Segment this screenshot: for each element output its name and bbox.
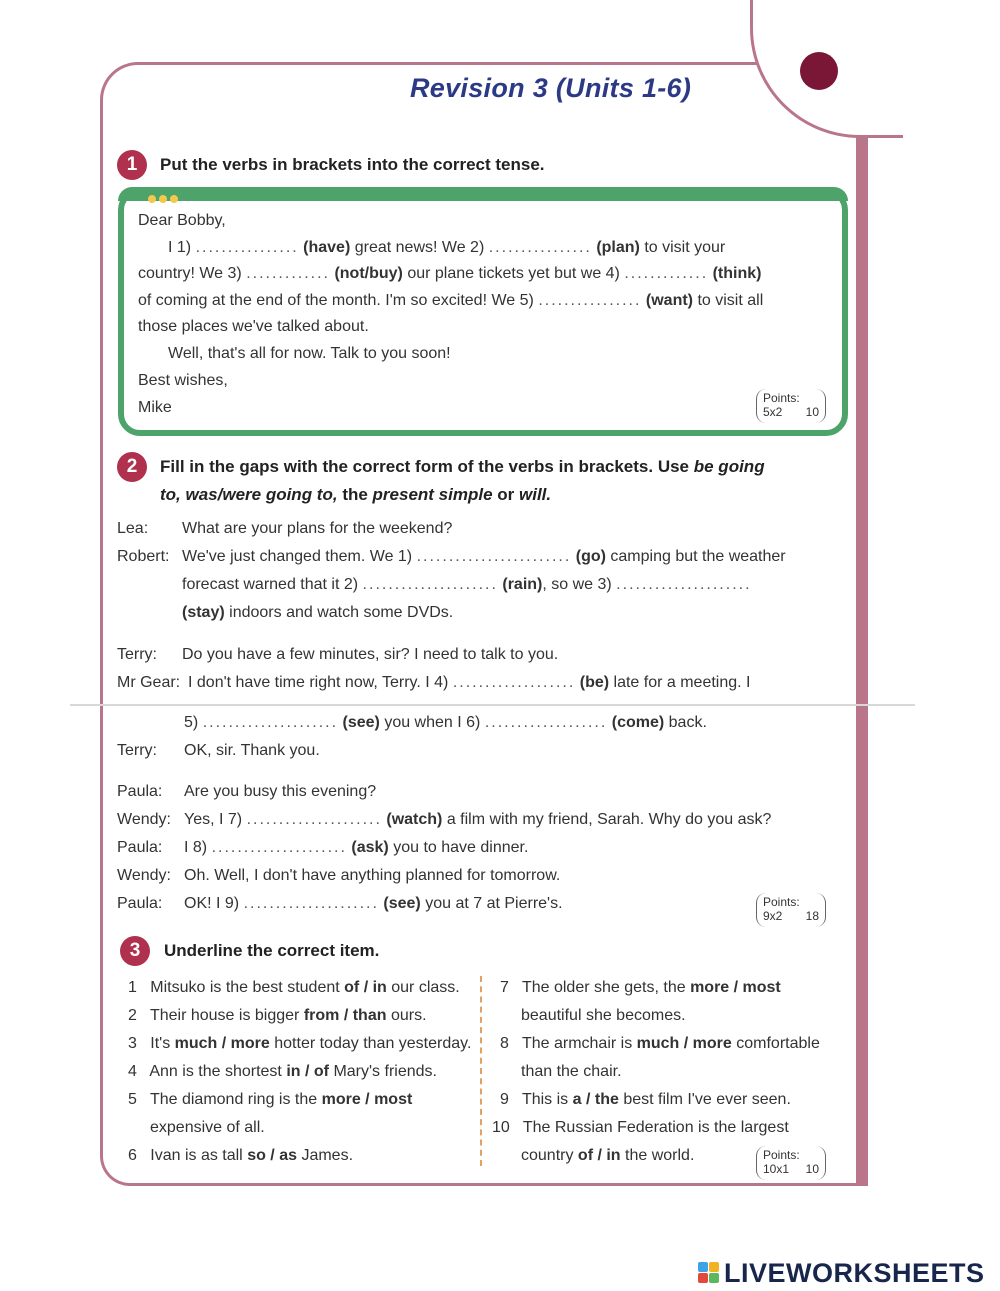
item-7: 7 The older she gets, the more / most (500, 979, 781, 996)
item-2: 2 Their house is bigger from / than ours. (128, 1007, 427, 1024)
speaker-terry: Terry: (117, 646, 157, 663)
choice-6[interactable]: so / as (247, 1147, 297, 1164)
exercise-2-badge: 2 (117, 452, 147, 482)
line-robert-2: forecast warned that it 2) ..................... (rain), so we 3) ..................... (182, 576, 752, 593)
item-8-continued: than the chair. (521, 1063, 622, 1080)
gap-2[interactable]: ..................... (362, 576, 498, 593)
letter-greeting: Dear Bobby, (138, 212, 226, 229)
item-6: 6 Ivan is as tall so / as James. (128, 1147, 354, 1164)
line-paula-1: Are you busy this evening? (184, 783, 377, 800)
line-terry-2: OK, sir. Thank you. (184, 742, 320, 759)
gap-4[interactable]: ............. (624, 265, 709, 282)
choice-8[interactable]: much / more (636, 1035, 732, 1052)
speaker-paula: Paula: (117, 839, 163, 856)
item-10-continued: country of / in the world. (521, 1147, 695, 1164)
line-lea: What are your plans for the weekend? (182, 520, 453, 537)
line-paula-2: I 8) ..................... (ask) you to have dinner. (184, 839, 529, 856)
corner-dot (800, 52, 838, 90)
letter-line-1: I 1) ................ (have) great news! We 2) ................ (plan) to visit your (168, 239, 726, 256)
line-robert-1: We've just changed them. We 1) ........................ (go) camping but the weather (182, 548, 786, 565)
page-title: Revision 3 (Units 1-6) (410, 73, 692, 103)
speaker-robert: Robert: (117, 548, 170, 565)
choice-5[interactable]: more / most (321, 1091, 413, 1108)
letter-box (118, 188, 848, 436)
choice-1[interactable]: of / in (344, 979, 387, 996)
item-9: 9 This is a / the best film I've ever seen. (500, 1091, 791, 1108)
letter-closing: Best wishes, (138, 372, 228, 389)
gap-8[interactable]: ..................... (211, 839, 347, 856)
speaker-wendy: Wendy: (117, 867, 171, 884)
line-robert-3: (stay) indoors and watch some DVDs. (182, 604, 454, 621)
letter-signature: Mike (138, 399, 172, 416)
liveworksheets-logo-icon (698, 1262, 720, 1284)
exercise-3-badge: 3 (120, 936, 150, 966)
gap-3[interactable]: ..................... (616, 576, 752, 593)
line-gear-2: 5) ..................... (see) you when I 6) ................... (come) back. (184, 714, 707, 731)
speaker-paula: Paula: (117, 783, 163, 800)
speaker-wendy: Wendy: (117, 811, 171, 828)
exercise-1-badge: 1 (117, 150, 147, 180)
item-5-continued: expensive of all. (150, 1119, 265, 1136)
gap-5[interactable]: ..................... (202, 714, 339, 731)
gap-1[interactable]: ........................ (416, 548, 572, 565)
item-7-continued: beautiful she becomes. (521, 1007, 686, 1024)
item-4: 4 Ann is the shortest in / of Mary's friends. (128, 1063, 437, 1080)
gap-3[interactable]: ............. (246, 265, 330, 282)
exercise-3-points: Points: 10x1 10 (756, 1146, 826, 1180)
choice-9[interactable]: a / the (572, 1091, 619, 1108)
speaker-lea: Lea: (117, 520, 149, 537)
choice-4[interactable]: in / of (286, 1063, 329, 1080)
line-paula-3: OK! I 9) ..................... (see) you at 7 at Pierre's. (184, 895, 563, 912)
item-3: 3 It's much / more hotter today than yesterday. (128, 1035, 472, 1052)
exercise-1-instruction: Put the verbs in brackets into the correct tense. (160, 155, 545, 174)
line-wendy-1: Yes, I 7) ..................... (watch) a film with my friend, Sarah. Why do you ask? (184, 811, 772, 828)
item-8: 8 The armchair is much / more comfortable (500, 1035, 820, 1052)
gap-6[interactable]: ................... (484, 714, 608, 731)
choice-10[interactable]: of / in (577, 1147, 621, 1164)
gap-9[interactable]: ..................... (243, 895, 379, 912)
line-wendy-2: Oh. Well, I don't have anything planned for tomorrow. (184, 867, 561, 884)
gap-2[interactable]: ................ (488, 239, 592, 256)
page-edge-bar (856, 128, 868, 1186)
liveworksheets-logo[interactable]: LIVEWORKSHEETS (698, 1258, 985, 1289)
item-10: 10 The Russian Federation is the largest (492, 1119, 789, 1136)
gap-4[interactable]: ................... (452, 674, 576, 691)
choice-7[interactable]: more / most (690, 979, 781, 996)
exercise-2-instruction-line-2: to, was/were going to, the present simple or will. (160, 485, 552, 504)
gap-1[interactable]: ................ (195, 239, 299, 256)
gap-5[interactable]: ................ (538, 292, 642, 309)
line-terry-1: Do you have a few minutes, sir? I need to talk to you. (182, 646, 559, 663)
exercise-2-instruction-line-1: Fill in the gaps with the correct form of the verbs in brackets. Use be going (160, 457, 765, 476)
letter-line-3: of coming at the end of the month. I'm so excited! We 5) ................ (want) to visit all (138, 292, 764, 309)
line-gear-1: I don't have time right now, Terry. I 4) ................... (be) late for a meeting. I (188, 674, 751, 691)
item-5: 5 The diamond ring is the more / most (128, 1091, 413, 1108)
exercise-1-points: Points: 5x2 10 (756, 389, 826, 423)
letter-line-4: those places we've talked about. (138, 318, 369, 335)
exercise-3-instruction: Underline the correct item. (164, 941, 380, 960)
window-dots (148, 190, 181, 208)
speaker-mr-gear: Mr Gear: (117, 674, 181, 691)
item-1: 1 Mitsuko is the best student of / in our class. (128, 979, 460, 996)
speaker-paula: Paula: (117, 895, 163, 912)
exercise-2-points: Points: 9x2 18 (756, 893, 826, 927)
page-split-line (70, 704, 915, 706)
choice-3[interactable]: much / more (174, 1035, 270, 1052)
gap-7[interactable]: ..................... (246, 811, 382, 828)
letter-box-header (118, 187, 848, 201)
letter-line-5: Well, that's all for now. Talk to you soon! (168, 345, 451, 362)
speaker-terry: Terry: (117, 742, 157, 759)
choice-2[interactable]: from / than (303, 1007, 387, 1024)
letter-line-2: country! We 3) ............. (not/buy) our plane tickets yet but we 4) ............. (think) (138, 265, 762, 282)
column-divider (480, 976, 482, 1166)
